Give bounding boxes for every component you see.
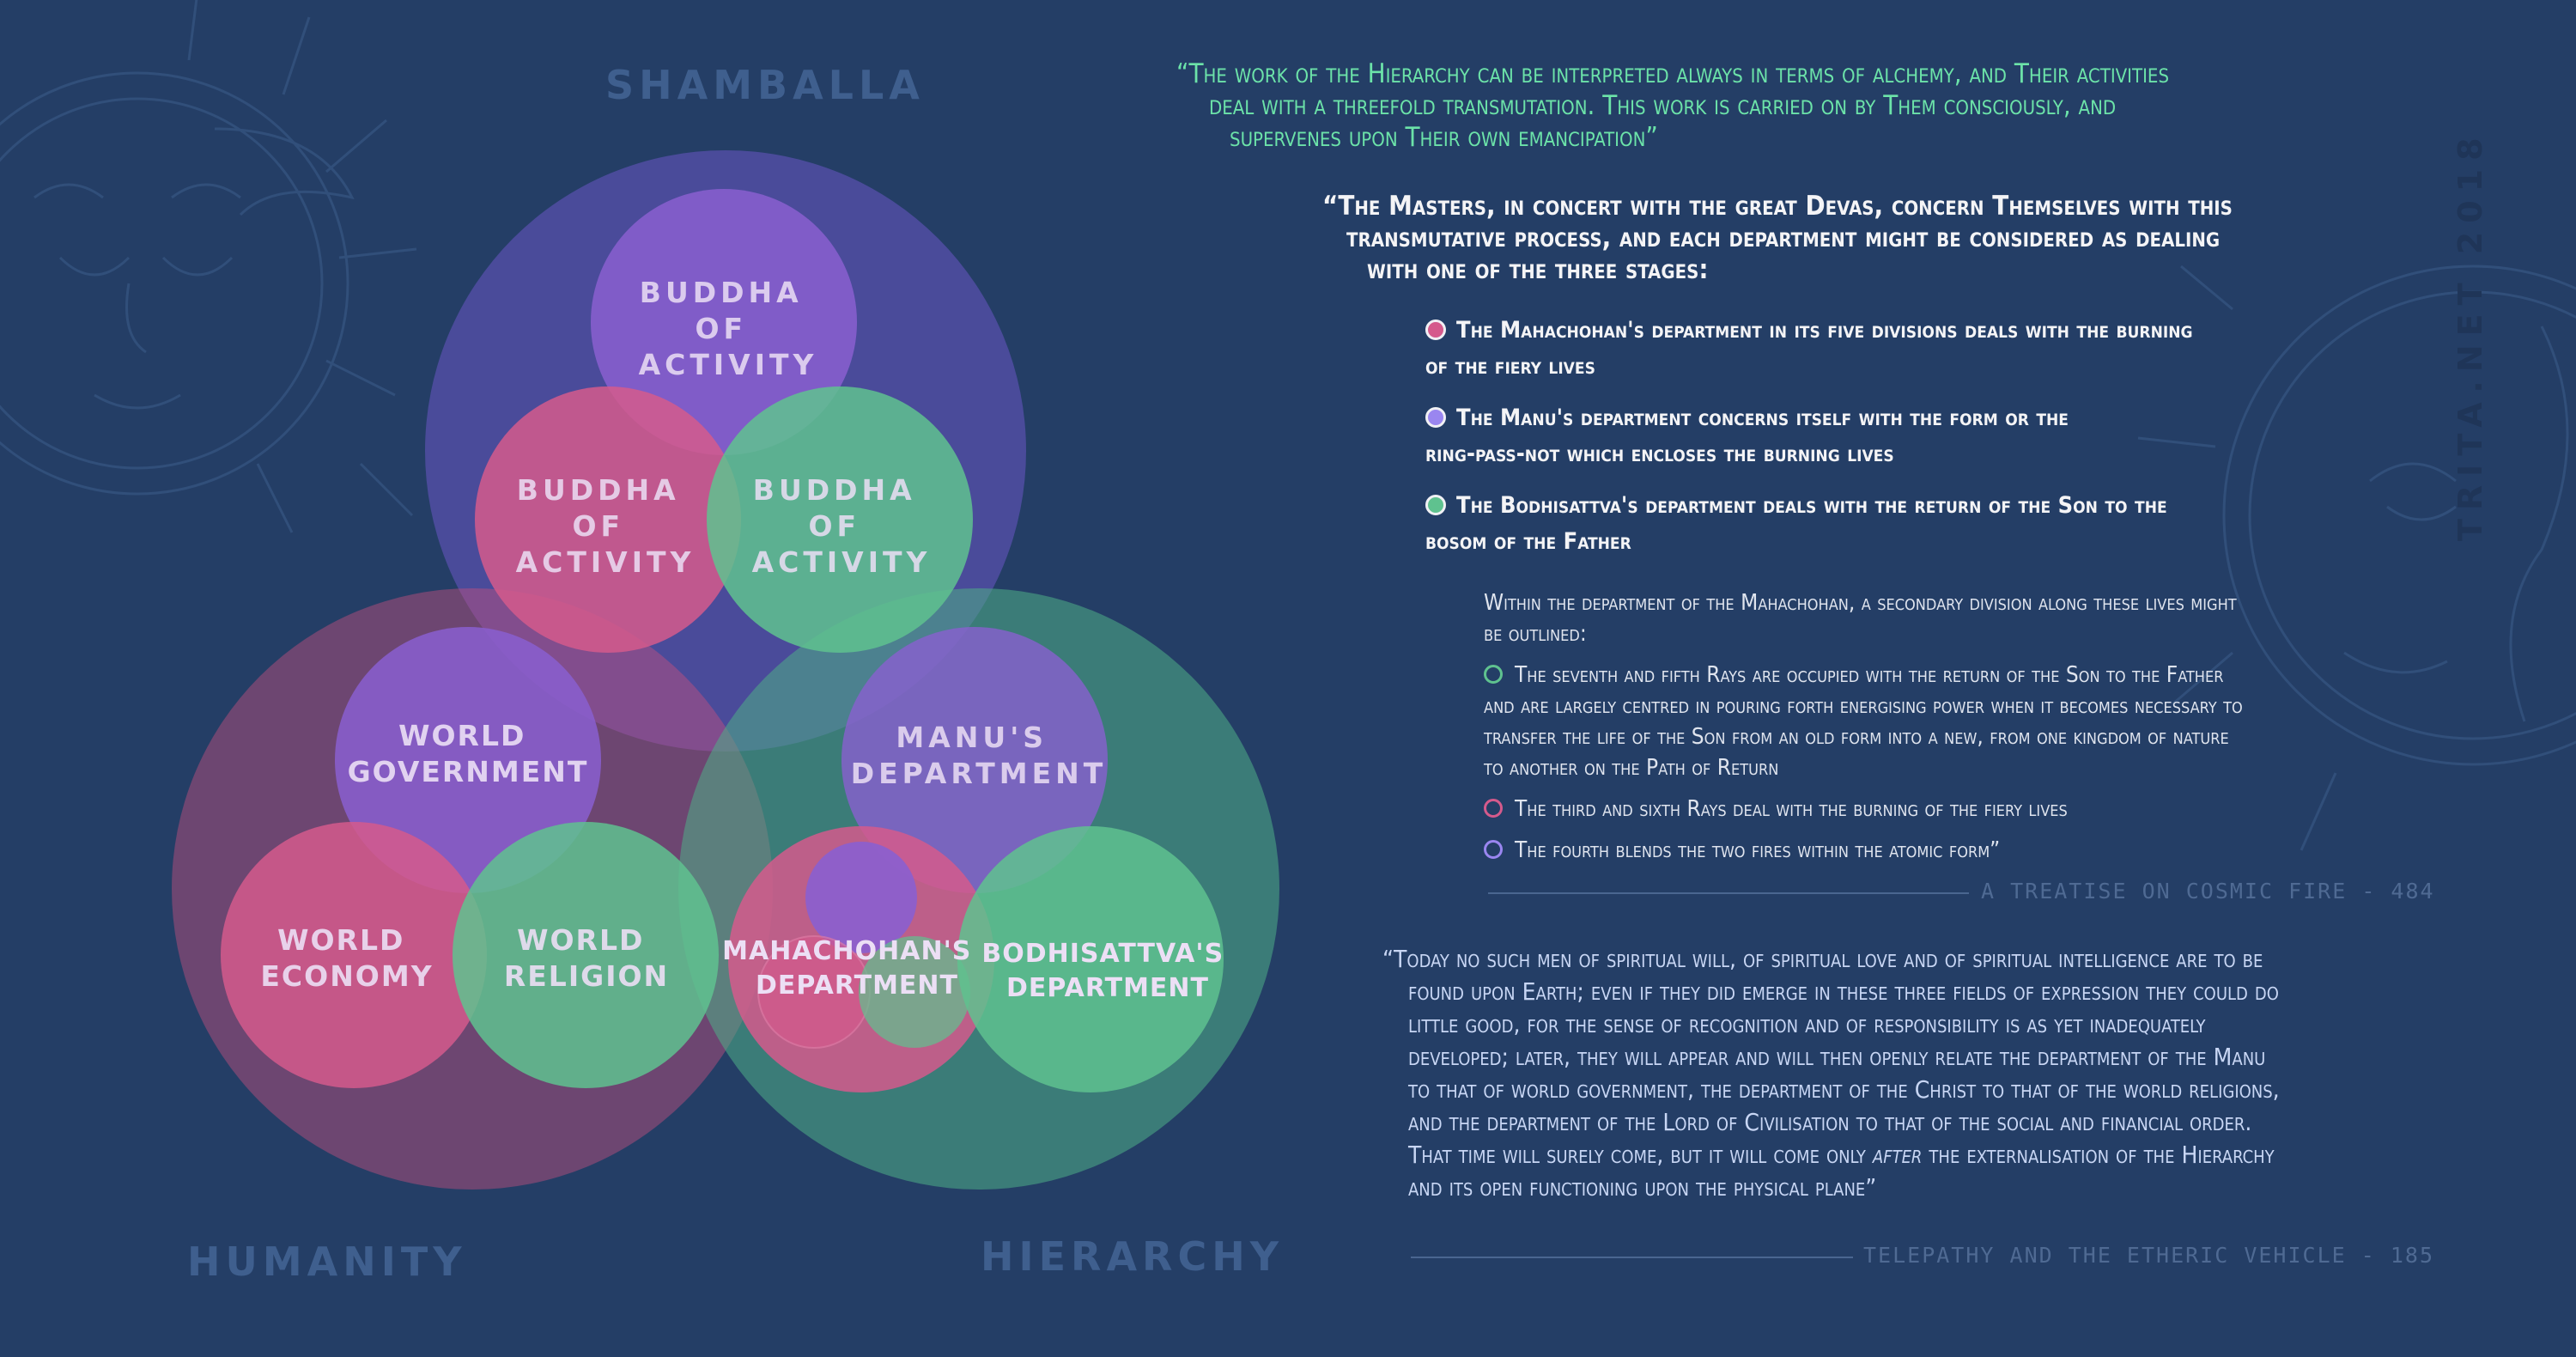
source-telepathy: TELEPATHY AND THE ETHERIC VEHICLE - 185 [1863,1243,2434,1268]
quote-telepathy: “Today no such men of spiritual will, of spiritual love and of spiritual intelligence are to be found upon Earth; even if they did emerge in these three fields of expression they could do little good, for the sense of recognition and of responsibility is as yet inadequately developed; later, they will appear and will then openly relate the department of the Manu to that of world government, the department of the Christ to that of the world religions, and the department of the Lord of Civilisation to that of the social and financial order. That time will surely come, but it will come only after the externalisation of the Hierarchy and its open functioning upon the physical plane” [1382,945,2280,1202]
subdivision-intro: Within the department of the Mahachohan, a secondary division along these lives might be outlined: [1484,590,2237,647]
quote-masters-line1: “The Masters, in concert with the great Devas, concern Themselves with this [1322,191,2233,222]
mahachohans-department-label: MAHACHOHAN'S DEPARTMENT [722,936,972,1001]
shamballa-label: SHAMBALLA [605,62,925,108]
quote-alchemy-line3: supervenes upon Their own emancipation” [1230,122,1658,153]
pink-ring-bullet-icon [1484,799,1503,818]
quote-masters [1322,191,2421,286]
watermark: TRITA.NET 2018 [2451,129,2489,541]
department-item-mahachohan: The Mahachohan's department in its five divisions deals with the burning of the fiery lives [1425,317,2193,380]
green-bullet-icon [1425,495,1446,515]
purple-bullet-icon [1425,407,1446,428]
bodhisattvas-department-label: BODHISATTVA'S DEPARTMENT [981,939,1224,1003]
world-economy-label: WORLD ECONOMY [260,923,434,993]
subdivision-item-seventh-fifth: The seventh and fifth Rays are occupied with the return of the Son to the Father and are largely centred in pouring forth energising power when it becomes necessary to transfer the life of the Son from an old form into a new, from one kingdom of nature to another on the Path of Return [1484,662,2243,781]
humanity-label: HUMANITY [187,1238,467,1285]
world-government-label: WORLD GOVERNMENT [347,719,589,788]
shamballa-top-label: BUDDHA OF ACTIVITY [638,276,818,381]
source-divider-1 [1488,892,1969,894]
sun-icon [0,0,416,532]
department-item-bodhisattva: The Bodhisattva's department deals with the return of the Son to the bosom of the Father [1425,492,2167,555]
quote-masters-line2: transmutative process, and each department might be considered as dealing [1346,222,2221,253]
quote-masters-line3: with one of the three stages: [1367,254,1709,285]
shamballa-right-label: BUDDHA OF ACTIVITY [751,473,932,579]
world-religion-label: WORLD RELIGION [503,923,670,993]
quote-alchemy-line2: deal with a threefold transmutation. This work is carried on by Them consciously, and [1209,90,2117,121]
quote-alchemy [1176,58,2464,154]
source-divider-2 [1411,1257,1853,1258]
hierarchy-label: HIERARCHY [981,1233,1285,1280]
department-item-manu: The Manu's department concerns itself with the form or the ring-pass-not which encloses the burning lives [1425,405,2069,467]
subdivision-item-third-sixth: The third and sixth Rays deal with the burning of the fiery lives [1484,794,2480,825]
manus-department-label: MANU'S DEPARTMENT [850,721,1108,790]
purple-ring-bullet-icon [1484,840,1503,859]
pink-bullet-icon [1425,319,1446,340]
subdivision-item-fourth: The fourth blends the two fires within the atomic form” [1484,835,2480,866]
green-ring-bullet-icon [1484,665,1503,684]
quote-alchemy-line1: “The work of the Hierarchy can be interpreted always in terms of alchemy, and Their activities [1176,58,2170,89]
source-cosmic-fire: A TREATISE ON COSMIC FIRE - 484 [1981,879,2435,904]
shamballa-left-label: BUDDHA OF ACTIVITY [515,473,696,579]
